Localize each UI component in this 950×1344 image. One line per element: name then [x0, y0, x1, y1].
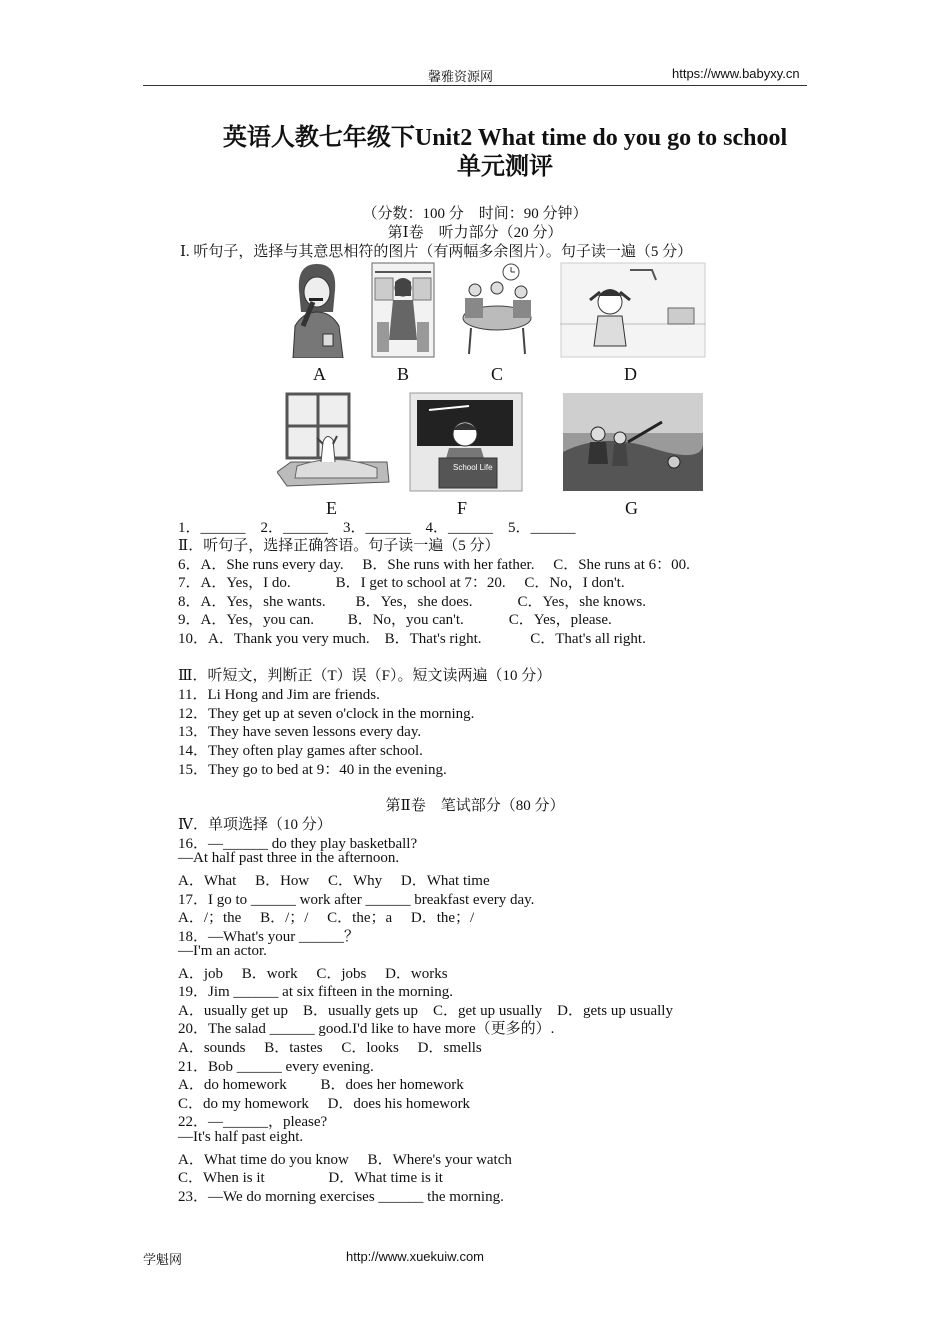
figure-label-g: G [625, 498, 638, 518]
part1-heading: 第Ⅰ卷 听力部分（20 分） [387, 225, 563, 241]
question-16-options: A．What B．How C．Why D．What time [178, 873, 490, 889]
question-18-reply: —I'm an actor. [178, 943, 267, 959]
question-22-options-ab: A．What time do you know B．Where's your watch [178, 1152, 512, 1168]
figure-label-e: E [326, 498, 337, 518]
figure-label-a: A [313, 364, 326, 384]
question-22-reply: —It's half past eight. [178, 1129, 304, 1145]
section1-instruction: Ⅰ. 听句子，选择与其意思相符的图片（有两幅多余图片）。句子读一遍（5 分） [180, 244, 693, 260]
question-11: 11．Li Hong and Jim are friends. [178, 687, 380, 703]
teacher-school-life-icon [409, 392, 523, 492]
score-time: （分数：100 分 时间：90 分钟） [362, 206, 588, 222]
figure-label-b: B [397, 364, 410, 384]
figure-label-f: F [457, 498, 468, 518]
question-15: 15．They go to bed at 9：40 in the evening. [178, 762, 447, 778]
footer-site-name: 学魁网 [143, 1252, 183, 1267]
question-21-options-ab: A．do homework B．does her homework [178, 1077, 464, 1093]
header-site-url[interactable]: https://www.babyxy.cn [672, 66, 800, 81]
figure-label-d: D [624, 364, 637, 384]
question-20: 20．The salad ______ good.I'd like to have more（更多的）. [178, 1021, 555, 1037]
question-18-options: A．job B．work C．jobs D．works [178, 966, 448, 982]
question-22: 22．—______，please? [178, 1114, 328, 1130]
header-divider [143, 85, 807, 86]
question-14: 14．They often play games after school. [178, 743, 423, 759]
girl-on-bus-icon [371, 262, 435, 358]
question-17-options: A．/；the B．/；/ C．the；a D．the；/ [178, 910, 475, 926]
boy-getting-up-icon [277, 392, 391, 492]
girl-brushing-teeth-icon [283, 260, 351, 358]
figure-caption: School Life [453, 463, 493, 472]
figure-label-c: C [491, 364, 504, 384]
question-17: 17．I go to ______ work after ______ breakfast every day. [178, 892, 535, 908]
question-6: 6．A．She runs every day. B．She runs with her father. C．She runs at 6：00. [178, 557, 690, 573]
question-20-options: A．sounds B．tastes C．looks D．smells [178, 1040, 482, 1056]
question-13: 13．They have seven lessons every day. [178, 724, 422, 740]
section3-instruction: Ⅲ．听短文，判断正（T）误（F）。短文读两遍（10 分） [178, 668, 552, 684]
question-22-options-cd: C．When is it D．What time is it [178, 1170, 443, 1186]
question-9: 9．A．Yes，you can. B．No，you can't. C．Yes，please. [178, 612, 612, 628]
question-16-reply: —At half past three in the afternoon. [178, 850, 400, 866]
question-10: 10．A．Thank you very much. B．That's right. C．That's all right. [178, 631, 646, 647]
question-12: 12．They get up at seven o'clock in the morning. [178, 706, 475, 722]
question-23: 23．—We do morning exercises ______ the morning. [178, 1189, 504, 1205]
question-19-options: A．usually get up B．usually gets up C．get up usually D．gets up usually [178, 1003, 673, 1019]
question-16: 16．—______ do they play basketball? [178, 836, 418, 852]
answer-blanks-1-5[interactable]: 1．______ 2．______ 3．______ 4．______ 5．______ [178, 520, 576, 536]
question-8: 8．A．Yes，she wants. B．Yes，she does. C．Yes，she knows. [178, 594, 646, 610]
page-title [143, 124, 867, 182]
part2-heading: 第Ⅱ卷 笔试部分（80 分） [385, 798, 565, 814]
header-site-name: 馨雅资源网 [428, 69, 494, 84]
question-7: 7．A．Yes，I do. B．I get to school at 7：20. C．No，I don't. [178, 575, 625, 591]
title-line-1: 英语人教七年级下Unit2 What time do you go to school [222, 125, 788, 151]
question-21-options-cd: C．do my homework D．does his homework [178, 1096, 471, 1112]
question-18: 18．—What's your ______？ [178, 929, 360, 945]
kids-playing-outdoors-icon [562, 392, 704, 492]
family-breakfast-icon [457, 262, 539, 358]
question-21: 21．Bob ______ every evening. [178, 1059, 374, 1075]
title-line-2: 单元测评 [457, 154, 553, 180]
girl-showering-icon [560, 262, 706, 358]
question-19: 19．Jim ______ at six fifteen in the morning. [178, 984, 453, 1000]
section4-instruction: Ⅳ．单项选择（10 分） [178, 817, 332, 833]
footer-site-url[interactable]: http://www.xuekuiw.com [346, 1249, 484, 1264]
section2-instruction: Ⅱ．听句子，选择正确答语。句子读一遍（5 分） [178, 538, 500, 554]
